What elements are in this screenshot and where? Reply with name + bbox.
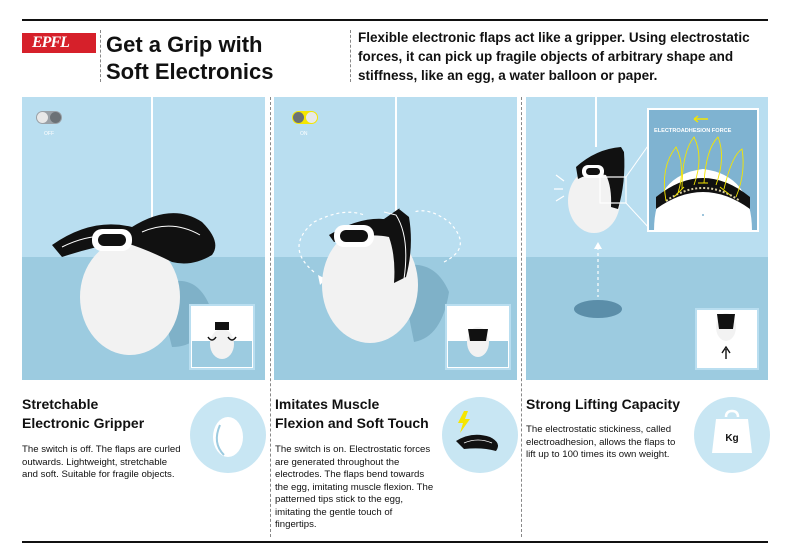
caption-text-1: The switch is off. The flaps are curled outwards. Lightweight, stretchable and soft. Suitable for fragile objects. xyxy=(22,444,181,480)
weight-circle-icon xyxy=(694,397,770,473)
logo-text: EPFL xyxy=(32,34,69,51)
lightning-flap-icon xyxy=(442,397,518,473)
caption-text-3: The electrostatic stickiness, called electroadhesion, allows the flaps to lift up to 100 times its own weight. xyxy=(526,424,676,460)
caption-title-3-line1: Strong Lifting Capacity xyxy=(526,396,680,412)
caption-title-1-line1: Stretchable xyxy=(22,396,99,412)
svg-text:ON: ON xyxy=(300,131,308,137)
panel-on-illustration xyxy=(274,97,517,380)
header-divider-1 xyxy=(100,30,101,82)
egg-circle-icon xyxy=(190,397,266,473)
panel-off xyxy=(22,97,265,380)
caption-title-3 xyxy=(526,395,680,414)
title-line-2: Soft Electronics xyxy=(106,59,274,84)
title-line-1: Get a Grip with xyxy=(106,32,263,57)
intro-text: Flexible electronic flaps act like a gripper. Using electrostatic forces, it can pick up fragile objects of arbitrary shape and stiffness, like an egg, a water balloon or paper. xyxy=(358,30,750,83)
epfl-logo xyxy=(22,33,96,53)
svg-text:ELECTROADHESION FORCE: ELECTROADHESION FORCE xyxy=(654,128,732,134)
panel-on xyxy=(274,97,517,380)
caption-title-2-line2: Flexion and Soft Touch xyxy=(275,415,429,431)
weight-icon xyxy=(694,397,770,473)
panel-divider-2 xyxy=(521,97,522,537)
page-title xyxy=(106,31,273,85)
caption-title-2-line1: Imitates Muscle xyxy=(275,396,380,412)
header-top-rule xyxy=(22,19,768,21)
weight-icon-text: Kg xyxy=(725,433,739,444)
panel-lift xyxy=(526,97,768,380)
panel-lift-illustration xyxy=(526,97,768,380)
caption-title-1 xyxy=(22,395,144,433)
lightning-circle-icon xyxy=(442,397,518,473)
electroadhesion-inset xyxy=(648,109,758,231)
footer-rule xyxy=(22,541,768,543)
caption-title-1-line2: Electronic Gripper xyxy=(22,415,145,431)
caption-title-2 xyxy=(275,395,429,433)
svg-text:OFF: OFF xyxy=(44,131,54,137)
panel-off-illustration xyxy=(22,97,265,380)
panel-divider-1 xyxy=(270,97,271,537)
header-divider-2 xyxy=(350,30,351,82)
egg-icon xyxy=(190,397,266,473)
caption-text-2: The switch is on. Electrostatic forces are generated throughout the electrodes. The flaps bend towards the egg, imitating muscle flexion. The patterned tips stick to the egg, imitating the gentle touch of fingertips. xyxy=(275,444,434,530)
